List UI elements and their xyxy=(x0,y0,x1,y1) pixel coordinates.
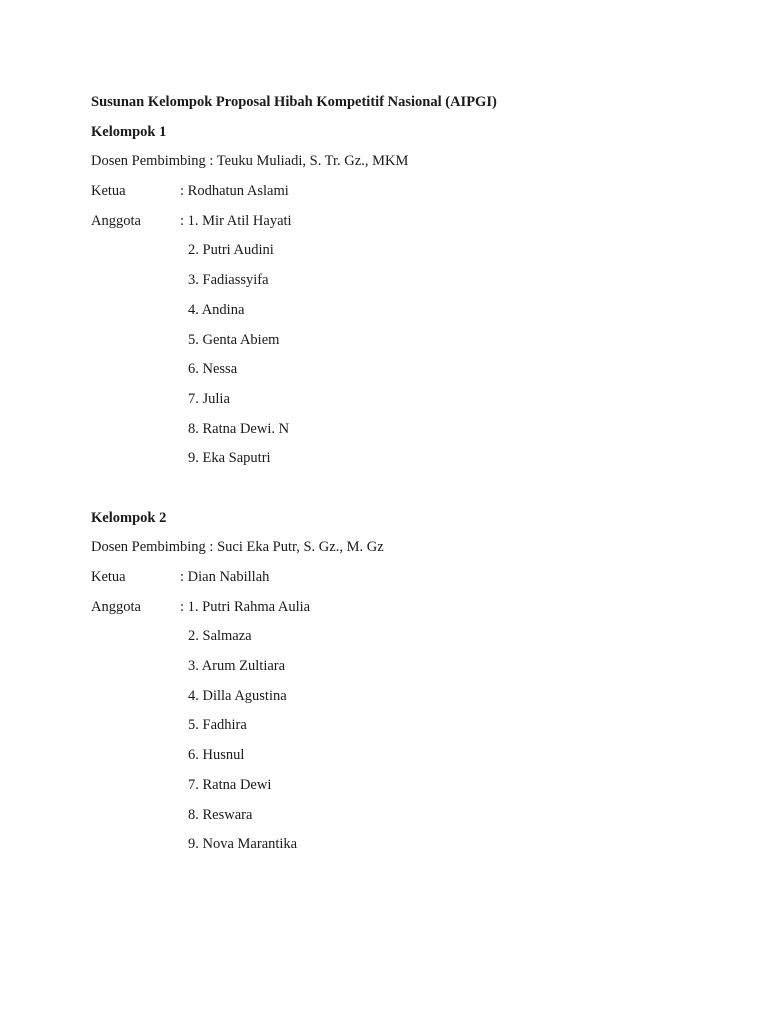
member-item: 8. Reswara xyxy=(188,806,253,823)
member-item: 5. Fadhira xyxy=(188,717,247,734)
leader-value: : Rodhatun Aslami xyxy=(180,183,289,200)
spacer xyxy=(91,477,691,507)
members-label: Anggota xyxy=(91,598,141,615)
member-item: 3. Arum Zultiara xyxy=(188,658,286,675)
members-row xyxy=(91,210,691,240)
member-item: 2. Salmaza xyxy=(188,628,252,645)
document-content xyxy=(91,91,691,863)
members-row xyxy=(91,596,691,626)
members-label: Anggota xyxy=(91,212,141,229)
member-item: 6. Nessa xyxy=(188,361,238,378)
member-item: : 1. Putri Rahma Aulia xyxy=(180,598,311,615)
group-heading: Kelompok 2 xyxy=(91,509,167,526)
group-section xyxy=(91,121,691,477)
leader-row xyxy=(91,180,691,210)
member-item: 9. Eka Saputri xyxy=(188,450,271,467)
advisor-line: Dosen Pembimbing : Suci Eka Putr, S. Gz., M. Gz xyxy=(91,539,384,556)
member-item: 8. Ratna Dewi. N xyxy=(188,420,290,437)
member-item: : 1. Mir Atil Hayati xyxy=(180,212,292,229)
document-title: Susunan Kelompok Proposal Hibah Kompetitif Nasional (AIPGI) xyxy=(91,94,497,110)
group-heading: Kelompok 1 xyxy=(91,123,167,140)
member-item: 7. Ratna Dewi xyxy=(188,776,272,793)
leader-row xyxy=(91,566,691,596)
advisor-line: Dosen Pembimbing : Teuku Muliadi, S. Tr. Gz., MKM xyxy=(91,153,409,170)
member-item: 5. Genta Abiem xyxy=(188,331,280,348)
member-item: 4. Dilla Agustina xyxy=(188,687,287,704)
leader-value: : Dian Nabillah xyxy=(180,569,270,585)
member-item: 4. Andina xyxy=(188,301,245,318)
member-item: 3. Fadiassyifa xyxy=(188,272,269,289)
leader-label: Ketua xyxy=(91,569,126,585)
member-item: 2. Putri Audini xyxy=(188,242,274,259)
group-section xyxy=(91,507,691,863)
leader-label: Ketua xyxy=(91,183,126,200)
member-item: 9. Nova Marantika xyxy=(188,836,298,853)
member-item: 7. Julia xyxy=(188,390,230,407)
member-item: 6. Husnul xyxy=(188,747,245,764)
